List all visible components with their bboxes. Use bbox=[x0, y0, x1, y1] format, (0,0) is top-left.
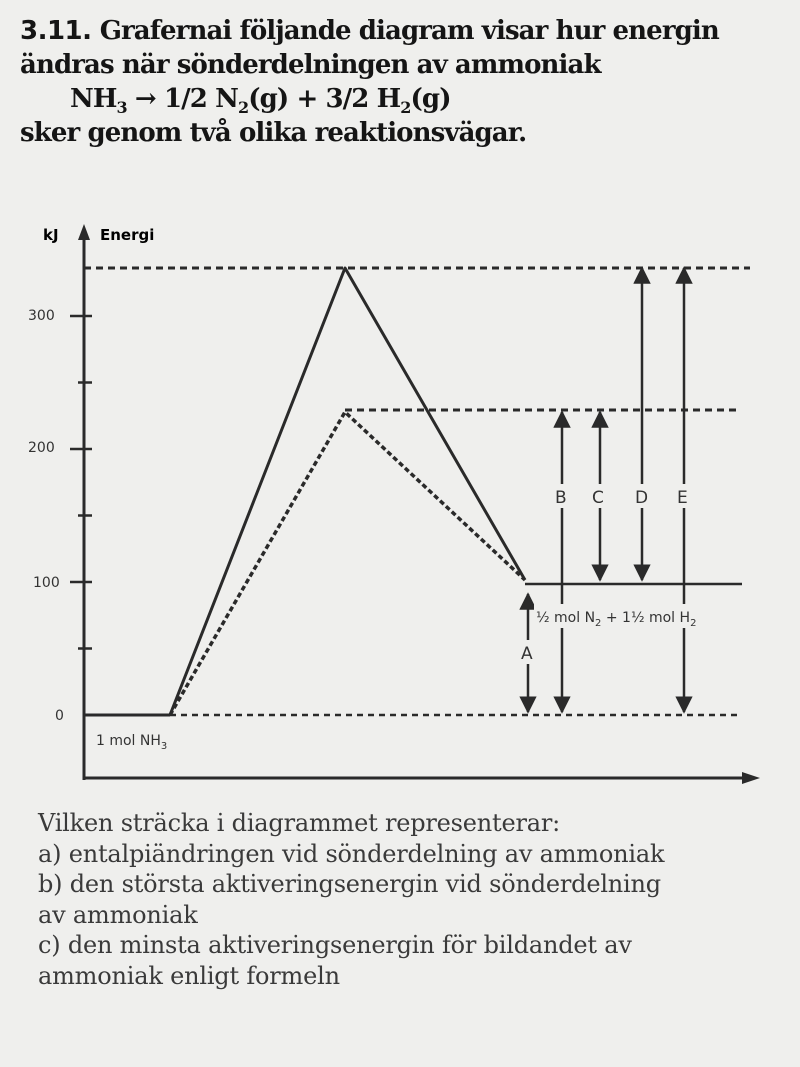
arrow-label-B: B bbox=[555, 488, 567, 508]
y-axis-label: Energi bbox=[100, 226, 155, 244]
tick-label-0: 0 bbox=[55, 708, 64, 724]
eq-term2-sub: 2 bbox=[400, 98, 411, 118]
problem-heading bbox=[20, 14, 795, 150]
intro-text-1: Grafernai följande diagram visar hur energin bbox=[99, 16, 719, 46]
question-c-line2: ammoniak enligt formeln bbox=[38, 961, 340, 990]
y-ticks bbox=[70, 316, 92, 649]
x-axis-arrowhead bbox=[742, 772, 760, 784]
question-prompt: Vilken sträcka i diagrammet representerar: bbox=[38, 809, 561, 837]
question-b-line2: av ammoniak bbox=[38, 900, 198, 929]
arrow-label-C: C bbox=[592, 488, 604, 508]
y-axis-unit: kJ bbox=[43, 226, 59, 244]
eq-term1-sub: 2 bbox=[237, 98, 249, 118]
energy-diagram bbox=[0, 210, 800, 800]
eq-reactant-sub: 3 bbox=[116, 98, 127, 118]
intro-line-3: sker genom två olika reaktionsvägar. bbox=[20, 118, 527, 148]
intro-line-2: ändras när sönderdelningen av ammoniak bbox=[20, 50, 601, 80]
question-c-line1: c) den minsta aktiveringsenergin för bildandet av bbox=[38, 931, 632, 959]
reaction-equation bbox=[20, 82, 795, 116]
intro-line-1 bbox=[20, 14, 795, 48]
eq-term1-state: (g) + 3/2 H bbox=[248, 84, 401, 114]
reactant-label: 1 mol $NH_3$ bbox=[96, 733, 168, 752]
arrow-label-D: D bbox=[635, 488, 649, 508]
eq-term1: 1/2 N bbox=[163, 84, 238, 114]
arrow-label-A: A bbox=[521, 644, 533, 664]
question-list bbox=[38, 808, 800, 991]
arrow-label-E: E bbox=[677, 488, 688, 508]
reaction-path-low bbox=[170, 412, 525, 715]
tick-label-100: 100 bbox=[33, 575, 60, 591]
question-b-line1: b) den största aktiveringsenergin vid sönderdelning bbox=[38, 870, 661, 898]
eq-arrow: → bbox=[134, 84, 156, 114]
problem-number: 3.11. bbox=[20, 16, 92, 46]
question-a: a) entalpiändringen vid sönderdelning av ammoniak bbox=[38, 839, 665, 868]
eq-term2-state: (g) bbox=[410, 84, 451, 114]
reaction-path-high bbox=[170, 268, 525, 715]
tick-label-200: 200 bbox=[28, 440, 55, 456]
eq-reactant: NH bbox=[70, 84, 117, 114]
tick-label-300: 300 bbox=[28, 308, 55, 324]
y-axis-arrowhead bbox=[78, 224, 90, 240]
product-label: ½ mol $N_2$ + 1½ mol $H_2$ bbox=[536, 610, 697, 629]
